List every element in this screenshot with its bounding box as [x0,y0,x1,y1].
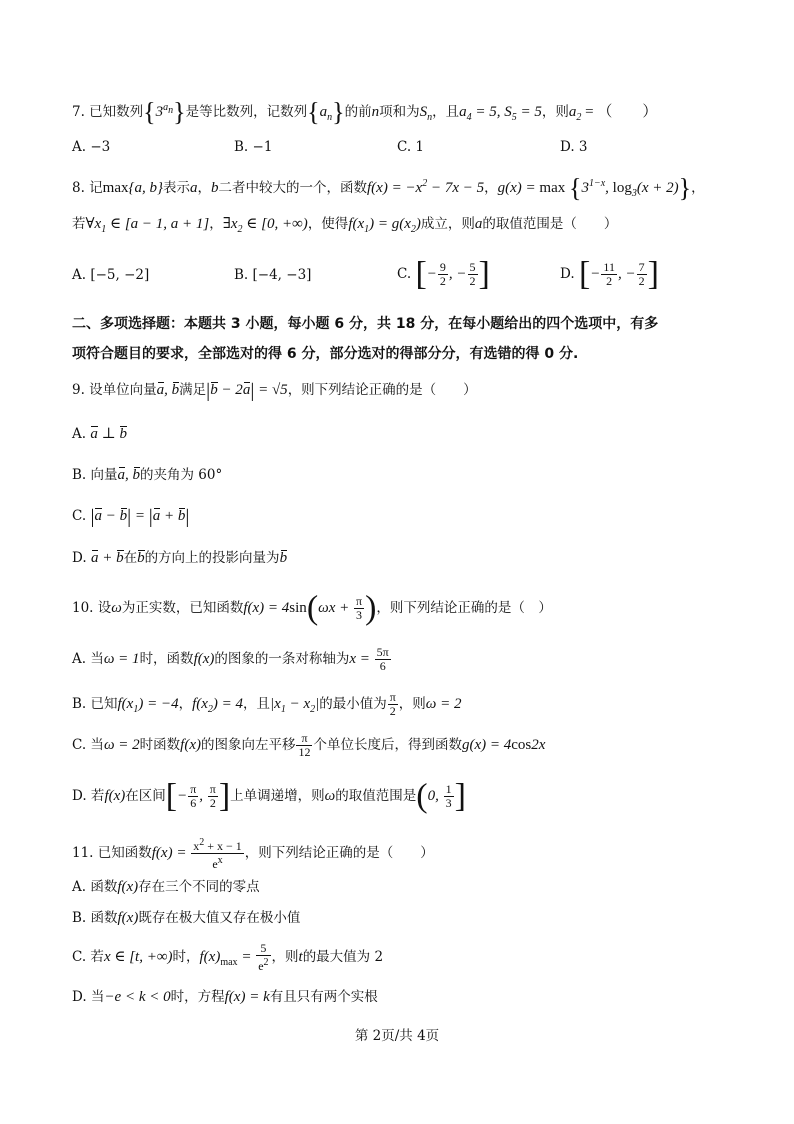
q9-c-math: |a − b| = |a + b| [90,505,190,528]
q10-b-mid2: 的最小值为 [319,696,387,712]
q8-option-c-value: [− $\frac{9}{2}$ , − $\frac{5}{2}$ ] [415,255,490,293]
q11-c-t: t [298,948,303,965]
q10-a-mid2: 的图象的一条对称轴为 [214,651,350,667]
q10-d-pre: D. 若 [72,788,105,804]
q7-cond: $a_4 = 5$, $S_5 = 5$ [459,104,542,123]
q9-option-d [72,549,287,567]
q10-pre: 10. 设 [72,600,112,616]
q9-cond: |b − 2a| = √5 [206,379,288,402]
q10-b-abs: $|x_1 - x_2|$ [270,696,320,715]
q10-c-shift: $\frac{\pi}{12}$ [298,731,311,760]
q10-c-mid3: 个单位长度后，得到函数 [313,737,462,753]
q10-option-c [72,731,545,759]
q8-b: b [211,180,219,196]
page-footer: 第 2页/共 4页 [354,1028,440,1044]
q7-option-d: D. 3 [560,139,588,155]
q8-option-c-label: C. [397,266,412,282]
q11-c-dom: x ∈ [t, +∞) [103,948,173,965]
q10-d-omega: ω [324,788,336,804]
q11-d-pre: D. 当 [72,989,105,1005]
q8-option-c [397,252,490,297]
q10-b-sep: ， [178,696,193,712]
q11-b-post: 既存在极大值又存在极小值 [138,910,301,926]
q11-b-f: f(x) [117,910,139,926]
q7-seq1: $\{3^{a_n}\}$ [143,97,186,127]
q10-d-range: (0, $\frac{1}{3}$ ] [416,777,466,815]
q10-f: f(x) = 4sin(ωx + $\frac{\pi}{3}$ ) [243,589,377,627]
q10-post: ，则下列结论正确的是（ ） [376,600,552,616]
q11-option-b [72,909,300,927]
q7-seq2: $\{a_n\}$ [307,97,345,127]
q8-pre: 8. 记 [72,180,103,196]
q10-stem [72,589,552,627]
q8-mid1: 表示 [163,180,190,196]
q10-b-c1: $f(x_1) = -4$ [117,696,179,715]
q7-post: ，则 [541,104,569,120]
q8-max: max{a, b} [102,180,163,196]
q8-line2-a: a [474,216,483,232]
q10-option-a [72,645,392,673]
q8-line2-mid2: ，使得 [307,216,349,232]
q9-option-c [72,507,189,526]
section2-line1: 二、多项选择题：本题共 3 小题，每小题 6 分，共 18 分，在每小题给出的四个选项中，有多 [72,316,659,332]
q7-option-b: B. −1 [234,139,273,155]
q9-d-math1: a + b [90,550,124,566]
q10-b-mid3: ，则 [398,696,426,712]
q9-c-label: C. [72,508,87,524]
q10-d-f: f(x) [104,788,126,804]
q9-a-label: A. [72,426,87,442]
q9-b-pre: B. 向量 [72,467,118,483]
q8-option-d [560,252,659,297]
q9-d-mid2: 的方向上的投影向量为 [144,550,280,566]
q8-exists: $\exists x_2$ ∈ [0, +∞) [222,216,308,235]
q8-line2-post: 的取值范围是（ ） [482,216,618,232]
q9-d-label: D. [72,550,87,566]
q9-b-post: 的夹角为 60° [140,467,223,483]
q7-mid4: ，且 [432,104,460,120]
q8-f: $f(x) = -x^2 - 7x - 5$ [367,178,485,196]
q9-vecs: a, b [156,382,180,398]
q10-d-mid3: 的取值范围是 [335,788,417,804]
q10-b-res: ω = 2 [425,696,462,712]
q11-c-post: 的最大值为 2 [302,948,384,965]
q8-forall: $\forall x_1$ ∈ [a − 1, a + 1] [85,216,210,235]
q10-b-pre: B. 已知 [72,696,118,712]
q10-a-f: f(x) [193,651,215,667]
q11-c-max: $f(x)_{max}$ = $\frac{5}{e^2}$ [199,941,269,973]
q9-pre: 9. 设单位向量 [72,382,157,398]
q7-stem [72,99,657,127]
q11-c-pre: C. 若 [72,948,104,965]
q10-c-g: g(x) = 4cos2x [461,737,546,753]
q10-d-int: [− $\frac{\pi}{6}$ , $\frac{\pi}{2}$ ] [165,777,231,815]
q11-post: ，则下列结论正确的是（ ） [244,844,434,861]
q11-option-a [72,878,260,896]
q9-d-mid: 在 [123,550,138,566]
q10-omega: ω [111,600,122,616]
q10-c-mid2: 的图象向左平移 [200,737,296,753]
q10-option-d [72,777,466,815]
q11-c-mid: 时， [172,948,200,965]
q10-d-mid2: 上单调递增，则 [230,788,325,804]
q8-line2-mid3: 成立，则 [420,216,475,232]
q7-option-a: A. −3 [72,139,111,155]
q7-pre: 7. 已知数列 [72,104,144,120]
q11-b-pre: B. 函数 [72,910,118,926]
q10-b-c2: $f(x_2) = 4$ [192,696,244,715]
q10-a-cond: ω = 1 [103,651,140,667]
q8-stem-line1 [72,175,705,203]
q11-d-mid: 时，方程 [170,989,225,1005]
q10-a-axis: x = $\frac{5\pi}{6}$ [349,645,389,674]
q11-d-post: 有且只有两个实根 [269,989,378,1005]
q8-mid3: ， [484,180,498,196]
q8-option-b: B. [−4, −3] [234,267,312,283]
q8-option-d-value: [− $\frac{11}{2}$ , − $\frac{7}{2}$ ] [578,255,659,293]
q7-ask: $a_2$ = （ ） [568,104,658,123]
q10-d-mid: 在区间 [125,788,166,804]
q10-c-mid: 时函数 [139,737,181,753]
q8-option-d-label: D. [560,266,575,282]
q10-c-f: f(x) [180,737,201,753]
q9-d-math2: b [137,550,145,566]
q8-line2-pre: 若 [72,216,86,232]
q9-option-b [72,466,222,484]
q11-c-mid2: ，则 [271,948,299,965]
q9-post: ，则下列结论正确的是（ ） [287,382,477,398]
q8-eq: $f(x_1) = g(x_2)$ [348,216,421,235]
q9-mid: 满足 [179,382,207,398]
q9-option-a [72,425,127,443]
q7-mid2: 的前 [344,104,372,120]
q8-line2-mid: ， [209,216,223,232]
q7-option-c: C. 1 [397,139,425,155]
q10-c-pre: C. 当 [72,737,104,753]
q7-mid1: 是等比数列，记数列 [185,104,308,120]
q10-a-mid: 时，函数 [139,651,194,667]
q9-stem [72,381,477,400]
q10-mid: 为正实数，已知函数 [121,600,244,616]
q10-b-mid: ，且 [243,696,271,712]
q9-a-math: a ⊥ b [90,426,127,442]
q8-end: ， [691,180,705,196]
q7-sn: $S_n$ [419,104,433,123]
q9-d-math3: b [279,550,288,566]
q9-b-math: a, b [117,467,141,483]
q11-option-c [72,942,383,977]
q11-d-eq: f(x) = k [224,989,270,1005]
q11-pre: 11. 已知函数 [72,844,152,861]
q8-option-a: A. [−5, −2] [72,267,150,283]
q8-g: $g(x) = \max \{3^{1-x}$, $\log_3(x + 2)$} [497,173,692,203]
q11-a-pre: A. 函数 [72,879,118,895]
q10-b-min: $\frac{\pi}{2}$ [389,690,396,719]
q8-a: a [190,180,198,196]
q11-a-post: 存在三个不同的零点 [138,879,260,895]
q10-option-b [72,690,462,724]
q11-option-d [72,988,378,1006]
q10-a-pre: A. 当 [72,651,104,667]
q11-d-cond: −e < k < 0 [104,989,171,1005]
q8-mid2: 二者中较大的一个，函数 [218,180,367,196]
q7-mid3: 项和为 [379,104,420,120]
q8-sep: ， [197,180,211,196]
q11-stem [72,836,434,871]
q11-a-f: f(x) [117,879,139,895]
q8-stem-line2 [72,215,617,239]
q10-c-cond: ω = 2 [103,737,140,753]
section2-line2: 项符合题目的要求，全部选对的得 6 分，部分选对的得部分分，有选错的得 0 分. [72,346,579,362]
q7-n: n [371,104,380,120]
q11-f: f(x) = $\frac{x^2 + x - 1}{e^x}$ [151,837,242,871]
